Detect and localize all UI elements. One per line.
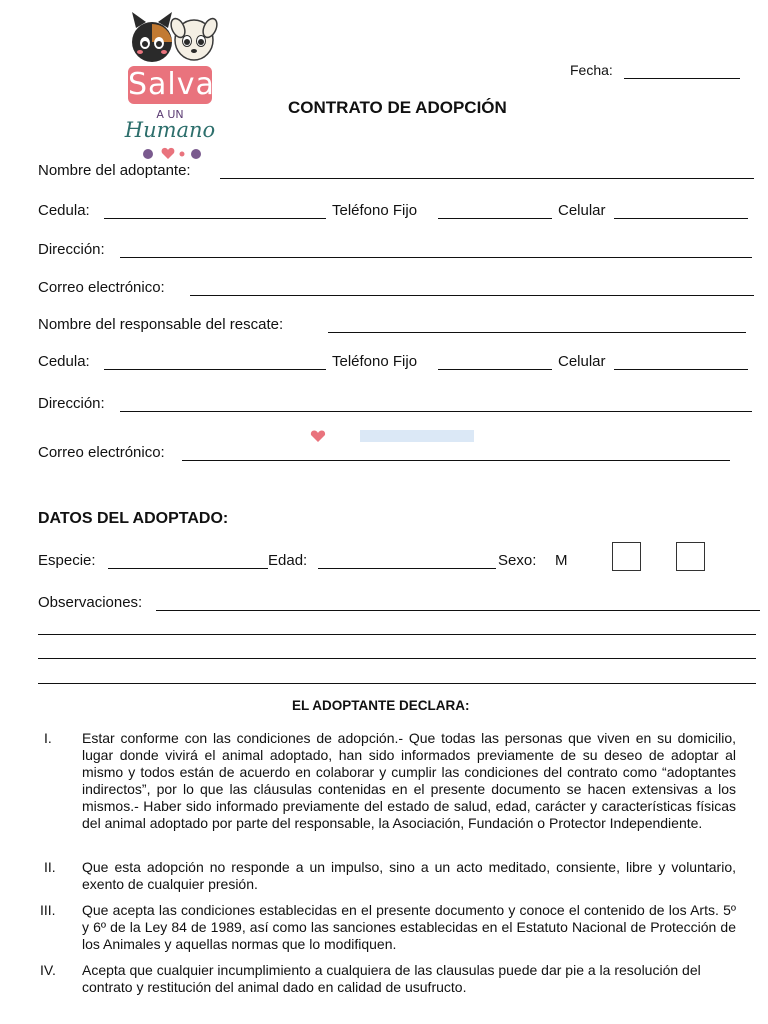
adopter-name-label: Nombre del adoptante:	[38, 162, 191, 179]
rescuer-id-field[interactable]	[104, 369, 326, 370]
rescuer-email-label: Correo electrónico:	[38, 444, 165, 461]
rescuer-phone-label: Teléfono Fijo	[332, 353, 418, 370]
adopter-name-field[interactable]	[220, 178, 754, 179]
sex-label: Sexo:	[498, 552, 537, 569]
date-field[interactable]	[624, 78, 740, 79]
declaration-title: EL ADOPTANTE DECLARA:	[292, 698, 470, 713]
adopter-email-field[interactable]	[190, 295, 754, 296]
sex-m-label: M	[555, 552, 568, 569]
salva-un-humano-logo	[118, 10, 228, 162]
logo-word-a-un: A UN	[156, 108, 184, 121]
adopted-section-title: DATOS DEL ADOPTADO:	[38, 510, 229, 527]
observations-field-line-4[interactable]	[38, 683, 756, 684]
age-label: Edad:	[268, 552, 308, 569]
adopter-mobile-label: Celular	[558, 202, 606, 219]
adopter-email-label: Correo electrónico:	[38, 279, 165, 296]
adopter-phone-field[interactable]	[438, 218, 552, 219]
adopter-mobile-field[interactable]	[614, 218, 748, 219]
clause-number: IV.	[40, 962, 56, 978]
paws-hearts-icon	[140, 144, 204, 162]
clause-text: Que esta adopción no responde a un impulso, sino a un acto meditado, consiente, libre y voluntario, exento de cualquier presión.	[82, 859, 736, 892]
clause-number: II.	[44, 859, 56, 875]
observations-field-line-3[interactable]	[38, 658, 756, 659]
logo-word-salva: Salva	[128, 67, 215, 102]
age-field[interactable]	[318, 568, 496, 569]
adopter-address-field[interactable]	[120, 257, 752, 258]
rescuer-name-label: Nombre del responsable del rescate:	[38, 316, 284, 333]
rescuer-name-field[interactable]	[328, 332, 746, 333]
rescuer-phone-field[interactable]	[438, 369, 552, 370]
rescuer-id-label: Cedula:	[38, 353, 90, 370]
contract-title: CONTRATO DE ADOPCIÓN	[288, 98, 507, 117]
adopter-id-label: Cedula:	[38, 202, 90, 219]
observations-field-line-2[interactable]	[38, 634, 756, 635]
sex-f-checkbox[interactable]	[676, 542, 705, 571]
species-label: Especie:	[38, 552, 96, 569]
observations-field-line-1[interactable]	[156, 610, 760, 611]
sex-m-checkbox[interactable]	[612, 542, 641, 571]
rescuer-address-label: Dirección:	[38, 395, 105, 412]
rescuer-mobile-field[interactable]	[614, 369, 748, 370]
observations-label: Observaciones:	[38, 594, 143, 611]
watermark-fragment-icon	[304, 428, 476, 442]
rescuer-address-field[interactable]	[120, 411, 752, 412]
clause-text: Estar conforme con las condiciones de adopción.- Que todas las personas que viven en su domicilio, lugar donde vivirá el animal adoptado, han sido informados previamente de su deseo de adoptar al mismo y todos están de acuerdo en colaborar y cumplir las condiciones del contrato como “adoptantes indirectos”, por lo que las cláusulas contenidas en el presente documento se hacen extensivas a los mismos.- Haber sido informado previamente del estado de salud, edad, carácter y características físicas del animal adoptado por parte del responsable, la Asociación, Fundación o Protector Independiente.	[82, 730, 736, 831]
rescuer-email-field[interactable]	[182, 460, 730, 461]
adopter-phone-label: Teléfono Fijo	[332, 202, 418, 219]
rescuer-mobile-label: Celular	[558, 353, 606, 370]
cat-dog-icon	[124, 10, 220, 68]
adopter-address-label: Dirección:	[38, 241, 105, 258]
adopter-id-field[interactable]	[104, 218, 326, 219]
date-label: Fecha:	[570, 62, 613, 78]
clause-number: I.	[44, 730, 52, 746]
clause-text: Acepta que cualquier incumplimiento a cualquiera de las clausulas puede dar pie a la resolución del contrato y restitución del animal dado en calidad de usufructo.	[82, 962, 701, 995]
logo-word-humano: Humano	[124, 118, 216, 142]
clause-text: Que acepta las condiciones establecidas en el presente documento y conoce el contenido de los Arts. 5º y 6º de la Ley 84 de 1989, así como las sanciones establecidas en el Estatuto Nacional de Protección de los Animales y aquellas normas que lo modifiquen.	[82, 902, 736, 952]
species-field[interactable]	[108, 568, 268, 569]
clause-number: III.	[40, 902, 56, 918]
